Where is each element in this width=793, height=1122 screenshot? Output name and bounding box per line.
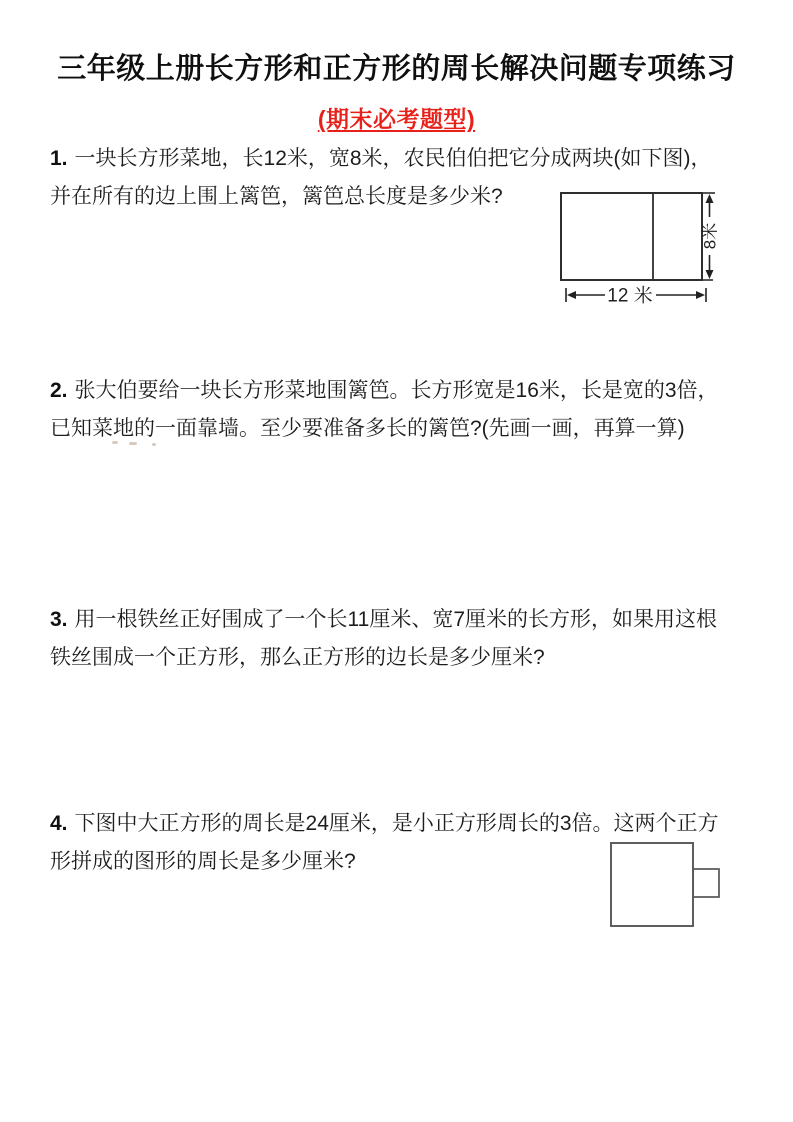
divided-rectangle-figure xyxy=(552,188,730,314)
subtitle-text: (期末必考题型) xyxy=(317,106,476,132)
problem-4-number: 4. xyxy=(50,812,68,835)
small-square xyxy=(693,869,719,897)
problem-3 xyxy=(50,601,750,677)
problem-2-text: 张大伯要给一块长方形菜地围篱笆。长方形宽是16米，长是宽的3倍， xyxy=(74,379,719,402)
problem-4-diagram xyxy=(600,838,730,943)
problem-1-diagram xyxy=(552,188,730,319)
squares-figure xyxy=(600,838,730,938)
problem-1-number: 1. xyxy=(50,147,68,170)
problem-1-line-1 xyxy=(50,140,750,178)
arrowhead-right-icon xyxy=(696,291,705,299)
page-title: 三年级上册长方形和正方形的周长解决问题专项练习 xyxy=(57,53,736,85)
height-label: 8米 xyxy=(700,222,720,250)
arrowhead-up-icon xyxy=(706,194,714,203)
problem-1-text: 一块长方形菜地，长12米，宽8米，农民伯伯把它分成两块(如下图)， xyxy=(74,147,712,170)
problem-2 xyxy=(50,372,750,448)
problem-2-line-2: 已知菜地的一面靠墙。至少要准备多长的篱笆?(先画一画，再算一算) xyxy=(50,417,685,440)
problem-4-line-2: 形拼成的图形的周长是多少厘米? xyxy=(50,850,356,873)
problem-3-line-2: 铁丝围成一个正方形，那么正方形的边长是多少厘米? xyxy=(50,646,545,669)
arrowhead-down-icon xyxy=(706,270,714,279)
problem-1-line-2: 并在所有的边上围上篱笆，篱笆总长度是多少米? xyxy=(50,185,503,208)
arrowhead-left-icon xyxy=(567,291,576,299)
scan-artifact xyxy=(112,440,162,448)
problem-3-text: 用一根铁丝正好围成了一个长11厘米、宽7厘米的长方形，如果用这根 xyxy=(74,608,717,631)
problem-2-number: 2. xyxy=(50,379,68,402)
problem-2-line-1 xyxy=(50,372,750,410)
subtitle xyxy=(0,101,793,134)
problem-3-line-1 xyxy=(50,601,750,639)
large-square xyxy=(611,843,693,926)
rectangle-outline xyxy=(561,193,702,280)
width-label: 12 米 xyxy=(607,285,653,307)
problem-4-text: 下图中大正方形的周长是24厘米，是小正方形周长的3倍。这两个正方 xyxy=(74,812,719,835)
problem-3-number: 3. xyxy=(50,608,68,631)
